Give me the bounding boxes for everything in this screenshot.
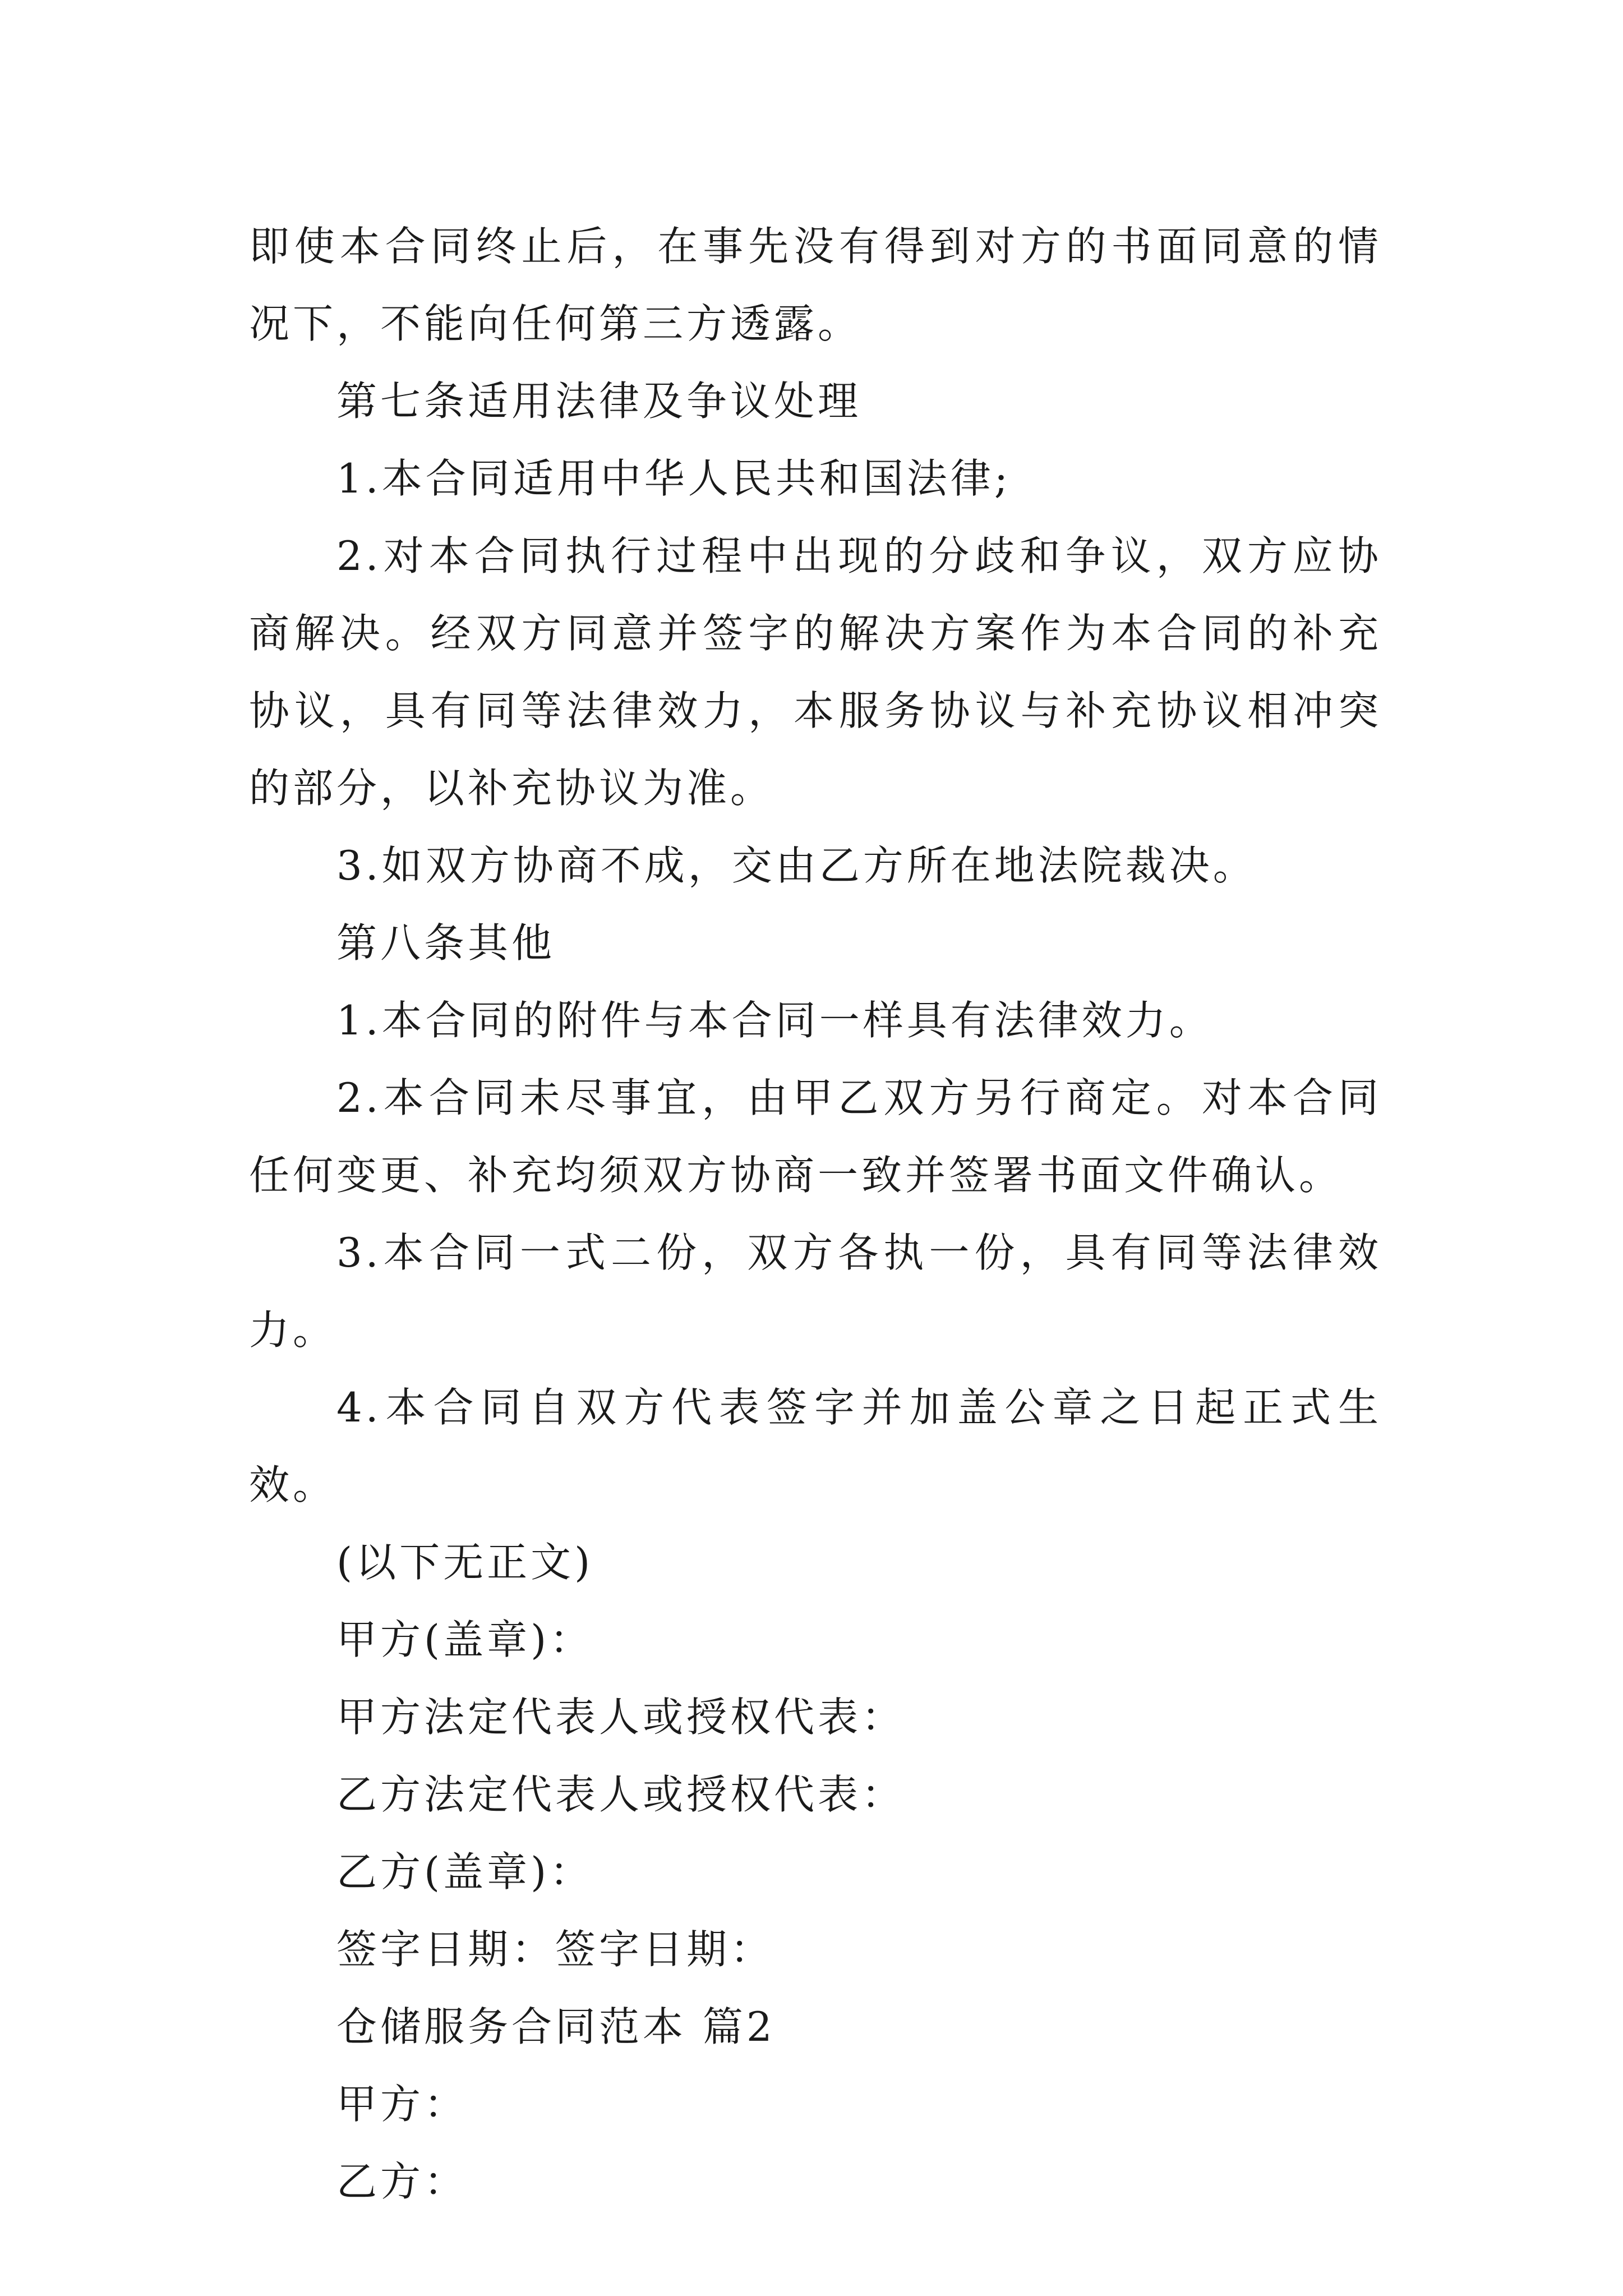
contract-template-title-2: 仓储服务合同范本 篇2 [336,2003,776,2050]
heading-article-7: 第七条适用法律及争议处理 [336,378,862,425]
party-b-representative-line: 乙方法定代表人或授权代表： [336,1771,906,1818]
paragraph-article-7-item-3: 3.如双方协商不成，交由乙方所在地法院裁决。 [336,842,1257,889]
document-body [249,208,1382,2220]
paragraph-confidentiality: 即使本合同终止后，在事先没有得到对方的书面同意的情况下，不能向任何第三方透露。 [249,223,1382,347]
no-further-text-note: (以下无正文) [336,1539,594,1586]
party-b-seal-line: 乙方(盖章)： [336,1848,594,1895]
paragraph-article-8-item-4: 4.本合同自双方代表签字并加盖公章之日起正式生效。 [249,1384,1382,1508]
party-b-line: 乙方： [336,2158,468,2205]
paragraph-article-8-item-1: 1.本合同的附件与本合同一样具有法律效力。 [336,997,1213,1044]
paragraph-article-8-item-2: 2.本合同未尽事宜，由甲乙双方另行商定。对本合同任何变更、补充均须双方协商一致并签署书面文件确认。 [249,1074,1382,1199]
paragraph-article-7-item-1: 1.本合同适用中华人民共和国法律; [336,455,1011,502]
party-a-representative-line: 甲方法定代表人或授权代表： [336,1694,906,1741]
signature-date-line: 签字日期：签字日期： [336,1926,774,1973]
party-a-line: 甲方： [336,2081,468,2128]
party-a-seal-line: 甲方(盖章)： [336,1616,594,1663]
paragraph-article-7-item-2: 2.对本合同执行过程中出现的分歧和争议，双方应协商解决。经双方同意并签字的解决方案作为本合同的补充协议，具有同等法律效力，本服务协议与补充协议相冲突的部分，以补充协议为准。 [249,532,1382,812]
paragraph-article-8-item-3: 3.本合同一式二份，双方各执一份，具有同等法律效力。 [249,1229,1382,1354]
heading-article-8: 第八条其他 [336,919,556,967]
